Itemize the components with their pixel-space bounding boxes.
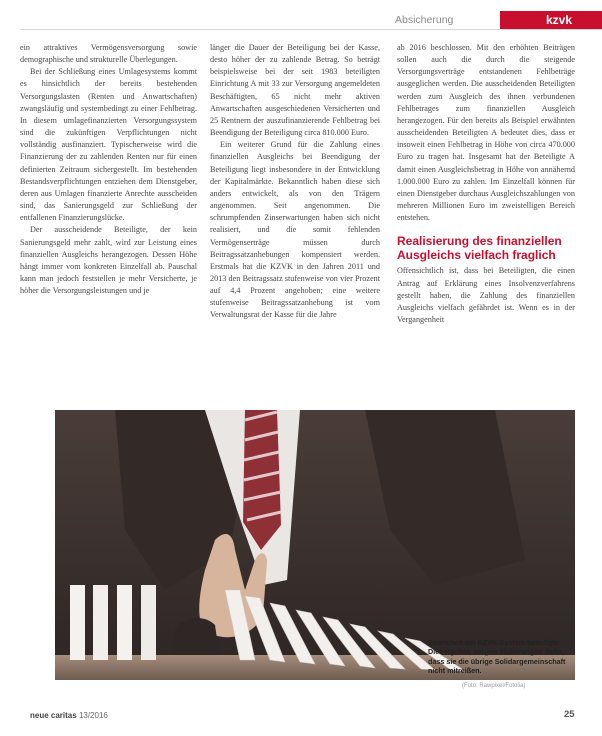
text-column-3: [397, 42, 575, 326]
paragraph: Offensichtlich ist, dass bei Beteiligten, die einen Antrag auf Erklärung eines Insolvenzverfahrens gestellt haben, die Zahlung des finanziellen Ausgleichs vielfach gefährdet ist. Wenn es in der Vergangenheit: [397, 266, 575, 324]
paragraph: ein attraktives Vermögensversorgung sowie demographische und strukturelle Überlegungen.: [20, 43, 197, 65]
photo-caption: Stranchelt ein KZVK-System beteiligte Dienstgeber, sorgen Sicherungen dafür, dass sie die übrige Solidargemeinschaft nicht mitreißen.: [428, 638, 566, 675]
paragraph: ab 2016 beschlossen. Mit den erhöhten Beiträgen sollen auch die durch die steigende Versorgungsverträge entstandenen Fehlbeträge ausgeglichen werden. Die ausscheidenden Beteiligten werden zum Ausgleich des ihnen verbundenen Fehlbetrages zum finanziellen Ausgleich herangezogen. Für den bereits als Beispiel erwähnten ausscheidenden Beteiligten A bedeutet dies, dass er insoweit einen Fehlbetrag in Höhe von circa 470.000 Euro zu tragen hat. Insgesamt hat der Beteiligte A damit einen Ausgleichsbetrag in Höhe von annähernd 1.000.000 Euro zu zahlen. Im Einzelfall können für einen Dienstgeber durchaus Ausgleichszahlungen von mehreren Millionen Euro im zweistelligen Bereich entstehen.: [397, 43, 575, 223]
paragraph: Bei der Schließung eines Umlagesystems kommt es hinsichtlich der bereits bestehenden Versorgungslasten (Renten und Anwartschaften) zwangsläufig und systembedingt zu einer Fehlbetrag. In diesem umlagefinanzierten Versorgungssystem sind die zukünftigen Verpflichtungen nicht vollständig ausfinanziert. Typischerweise wird die Finanzierung der zu zahlenden Renten nur für einen definierten Zeitraum sichergestellt. Im bestehenden Bestandsverpflichtungen entziehen dem Dienstgeber, deren aus Umlagen finanzierte Anrechte ausscheiden sind, das Sanierungsgeld zur Schließung der entfallenen Finanzierungslücke.: [20, 67, 197, 223]
photo-credit: (Foto: Rawpixel/Fotolia): [462, 683, 526, 689]
section-label: Absicherung: [395, 14, 454, 26]
paragraph: länger die Dauer der Beteiligung bei der Kasse, desto höher der zu zahlende Betrag. So beträgt beispielsweise bei der seit 1983 beteiligten Einrichtung A mit 33 zur Versorgung angemeldeten Beschäftigten, 65 nicht mehr aktiven Anwartschaften ausgeschiedenen Versicherten und 25 Rentnern der auszufinanzierende Fehlbetrag bei Beendigung der Beteiligung circa 810.000 Euro.: [210, 43, 380, 138]
paragraph: Ein weiterer Grund für die Zahlung eines finanziellen Ausgleichs bei Beendigung der Beteiligung liegt insbesondere in der Entwicklung der Kapitalmärkte. Bekanntlich haben diese sich anders entwickelt, als von den Trägern angenommen. Seit angenommen. Die schrumpfenden Zinserwartungen haben sich nicht realisiert, und die somit fehlenden Vermögenserträge müssen durch Beitragssatzanhebungen kompensiert werden. Erstmals hat die KZVK in den Jahren 2011 und 2013 den Beitragssatz stufenweise von vier Prozent auf 4,4 Prozent angehoben; eine weitere stufenweise Beitragssatzanhebung ist vom Verwaltungsrat der Kasse für die Jahre: [210, 140, 380, 320]
brand-tab: kzvk: [500, 11, 602, 29]
footer-magazine: [30, 711, 108, 720]
magazine-name: neue caritas: [30, 711, 77, 720]
text-column-1: [20, 42, 197, 297]
page-number: 25: [564, 709, 575, 720]
issue-number: 13/2016: [78, 711, 108, 720]
header-rule: [20, 29, 602, 30]
text-column-2: [210, 42, 380, 322]
subheading: Realisierung des finanziellen Ausgleichs vielfach fraglich: [397, 234, 562, 263]
paragraph: Der ausscheidende Beteiligte, der kein Sanierungsgeld mehr zahlt, wird zur Leistung eines finanziellen Ausgleichs herangezogen. Dessen Höhe hängt immer vom konkreten Einzelfall ab. Pauschal kann man jedoch feststellen je mehr Versicherte, je höher die Versorgungsleistungen und je: [20, 225, 197, 296]
